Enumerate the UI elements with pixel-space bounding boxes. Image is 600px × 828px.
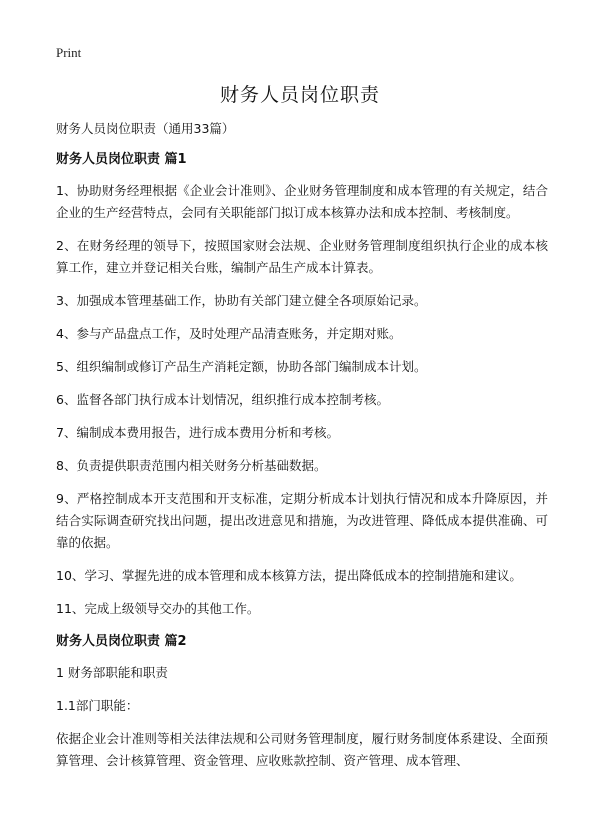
document-subtitle: 财务人员岗位职责（通用33篇） xyxy=(56,121,235,136)
duty-item-4: 4、参与产品盘点工作，及时处理产品清查账务，并定期对账。 xyxy=(56,326,402,341)
print-label[interactable]: Print xyxy=(56,45,82,60)
section2-paragraph-1: 1 财务部职能和职责 xyxy=(56,665,168,680)
duty-item-3: 3、加强成本管理基础工作，协助有关部门建立健全各项原始记录。 xyxy=(56,293,427,308)
section-heading-2: 财务人员岗位职责 篇2 xyxy=(56,634,187,649)
duty-item-2: 2、在财务经理的领导下，按照国家财会法规、企业财务管理制度组织执行企业的成本核算工作，建立并登记相关台账，编制产品生产成本计算表。 xyxy=(56,238,548,275)
duty-item-10: 10、学习、掌握先进的成本管理和成本核算方法，提出降低成本的控制措施和建议。 xyxy=(56,568,522,583)
section-heading-1: 财务人员岗位职责 篇1 xyxy=(56,152,187,167)
section2-paragraph-3: 依据企业会计准则等相关法律法规和公司财务管理制度，履行财务制度体系建设、全面预算管理、会计核算管理、资金管理、应收账款控制、资产管理、成本管理、 xyxy=(56,731,548,768)
duty-item-11: 11、完成上级领导交办的其他工作。 xyxy=(56,601,260,616)
section2-paragraph-2: 1.1部门职能： xyxy=(56,698,139,713)
duty-item-6: 6、监督各部门执行成本计划情况，组织推行成本控制考核。 xyxy=(56,392,389,407)
duty-item-5: 5、组织编制或修订产品生产消耗定额，协助各部门编制成本计划。 xyxy=(56,359,427,374)
duty-item-9: 9、严格控制成本开支范围和开支标准，定期分析成本计划执行情况和成本升降原因，并结合实际调查研究找出问题，提出改进意见和措施，为改进管理、降低成本提供准确、可靠的依据。 xyxy=(56,491,548,550)
duty-item-1: 1、协助财务经理根据《企业会计准则》、企业财务管理制度和成本管理的有关规定，结合企业的生产经营特点，会同有关职能部门拟订成本核算办法和成本控制、考核制度。 xyxy=(56,183,548,220)
document-title: 财务人员岗位职责 xyxy=(219,84,380,106)
document-body xyxy=(56,118,548,783)
duty-item-7: 7、编制成本费用报告，进行成本费用分析和考核。 xyxy=(56,425,339,440)
duty-item-8: 8、负责提供职责范围内相关财务分析基础数据。 xyxy=(56,458,327,473)
